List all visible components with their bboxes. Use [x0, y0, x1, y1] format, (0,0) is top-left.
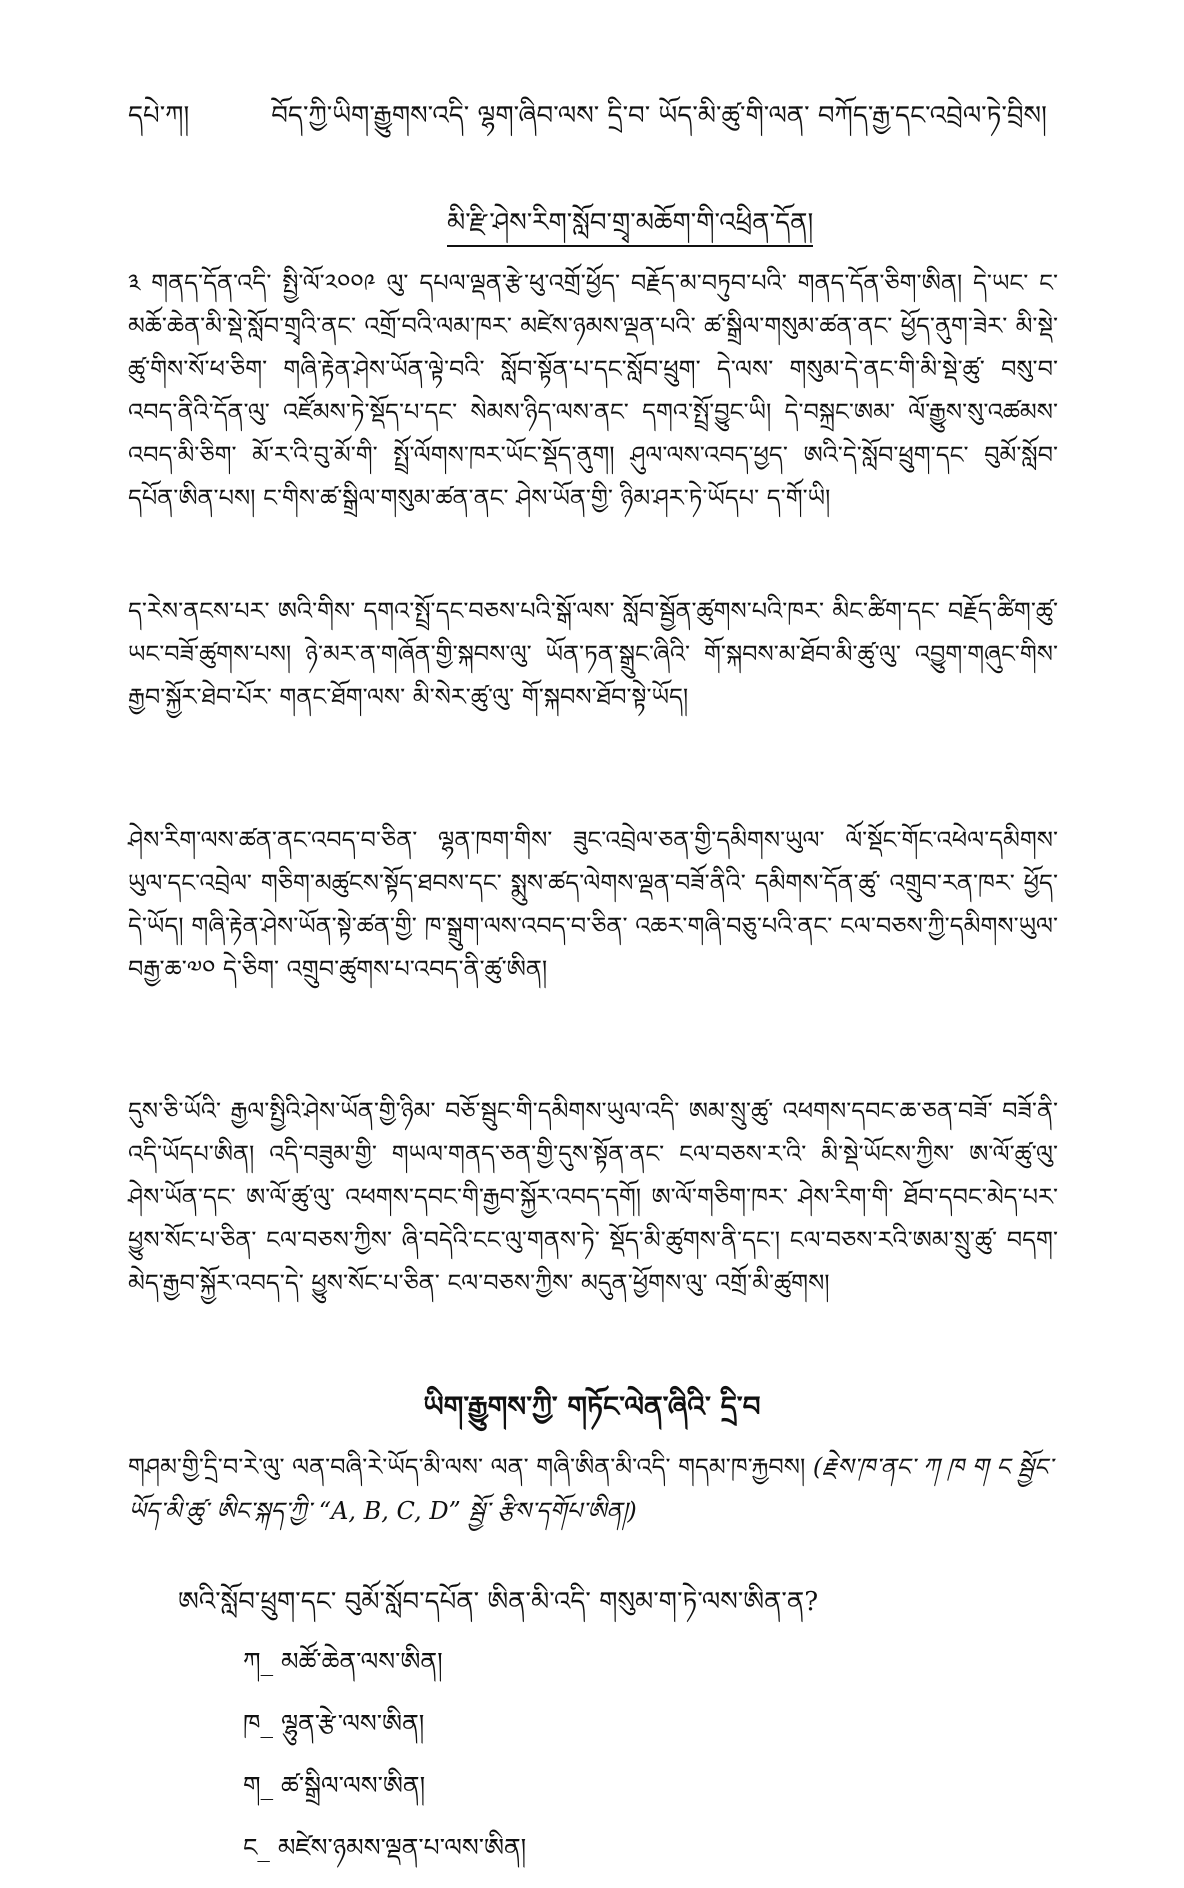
- exercise-header: [128, 96, 1068, 136]
- question-text: ཨའི་སློབ་ཕྲུག་དང་ བུམོ་སློབ་དཔོན་ ཨིན་མི་འདི་ གསུམ་ག་ཏེ་ལས་ཨིན་ན?: [178, 1587, 819, 1617]
- article-paragraph-3: ཤེས་རིག་ལས་ཚན་ནང་འབད་བ་ཅིན་ ལྷན་ཁག་གིས་ ཟུང་འབྲེལ་ཅན་གྱི་དམིགས་ཡུལ་ ལོ་སྡོང་གོང་འཕེལ་དམིགས་ཡུལ་དང་འབྲེལ་ གཅིག་མཚུངས་སྟོད་ཐབས་དང་ སྨུས་ཚད་ལེགས་ལྡན་བཟོ་ནིའི་ དམིགས་དོན་ཚུ་ འགྲུབ་རན་ཁར་ ཕྱོད་དེ་ཡོད། གཞི་རྟེན་ཤེས་ཡོན་སྟེ་ཚན་གྱི་ ཁ་སྒྲུག་ལས་འབད་བ་ཅིན་ འཆར་གཞི་བཅུ་པའི་ནང་ ངལ་བཅས་ཀྱི་དམིགས་ཡུལ་ བརྒྱ་ཆ་༧༠ དེ་ཅིག་ འགྲུབ་ཚུགས་པ་འབད་ནི་ཚུ་ཨིན།: [128, 826, 1058, 983]
- answer-option-a[interactable]: ཀ_ མཚོ་ཆེན་ལས་ཨིན།: [243, 1647, 443, 1676]
- answer-option-c[interactable]: ག_ ཚ་སྒྲིལ་ལས་ཨིན།: [243, 1771, 426, 1800]
- answer-options: [243, 1640, 526, 1888]
- exercise-section-title: ཡིག་རྒྱུགས་ཀྱི་ གཏོང་ལེན་ཞིའི་ དྲི་བ: [423, 1390, 761, 1423]
- instruction-text: གཤམ་གྱི་དྲི་བ་རེ་ལུ་ ལན་བཞི་རེ་ཡོད་མི་ལས་ ལན་ གཞི་ཨིན་མི་འདི་ གདམ་ཁ་རྐྱབས།: [128, 1453, 813, 1481]
- article-paragraph-1: ༣ གནད་དོན་འདི་ སྤྱི་ལོ་༢༠༠༩ ལུ་ དཔལ་ལྡན་རྩེ་ཕུ་འགྲོ་ཕྱོད་ བརྗོད་མ་བཏུབ་པའི་ གནད་དོན་ཅིག་ཨིན། དེ་ཡང་ ང་མཆོ་ཆེན་མི་སྡེ་སློབ་གྲྭའི་ནང་ འགྲོ་བའི་ལམ་ཁར་ མཛེས་ཉམས་ལྡན་པའི་ ཚ་སྒྲིལ་གསུམ་ཚན་ནང་ ཕྱོད་ནུག་ཟེར་ མི་སྡེ་ཚུ་གིས་སོ་ཕ་ཅིག་ གཞི་རྟེན་ཤེས་ཡོན་ལྟེ་བའི་ སློབ་སྟོན་པ་དང་སློབ་ཕྲུག་ དེ་ལས་ གསུམ་དེ་ནང་གི་མི་སྡེ་ཚུ་ བསུ་བ་འབད་ནིའི་དོན་ལུ་ འཛོམས་ཏེ་སྡོད་པ་དང་ སེམས་ཉིད་ལས་ནང་ དགའ་སྤྲོ་བྱུང་ཡི། དེ་བསྐྲང་ཨམ་ ལོ་རྒྱུས་སུ་འཚམས་འབད་མི་ཅིག་ མོ་ར་འི་བུ་མོ་གི་ སྤྲོ་ལོགས་ཁར་ཡོང་སྡོད་ནུག། ཤུལ་ལས་འབད་ཕྱད་ ཨའི་དེ་སློབ་ཕྲུག་དང་ བུམོ་སློབ་དཔོན་ཨིན་པས། ང་གིས་ཚ་སྒྲིལ་གསུམ་ཚན་ནང་ ཤེས་ཡོན་གྱི་ ཉིམ་ཤར་ཏེ་ཡོདཔ་ ད་གོ་ཡི།: [128, 269, 1058, 512]
- exercise-instruction-heading: བོད་ཀྱི་ཡིག་རྒྱུགས་འདི་ ལྷག་ཞིབ་ལས་ དྲི་བ་ ཡོད་མི་ཚུ་གི་ལན་ བཀོད་རྒྱ་དང་འབྲེལ་ཏེ་བྲིས།: [271, 101, 1047, 131]
- article-paragraph-4: དུས་ཅི་ཡོའི་ རྒྱལ་སྤྱིའི་ཤེས་ཡོན་གྱི་ཉིམ་ བཅོ་སྦུང་གི་དམིགས་ཡུལ་འདི་ ཨམ་སྲུ་ཚུ་ འཕགས་དབང་ཆ་ཅན་བཟོ་ བཟོ་ནི་འདི་ཡོདཔ་ཨིན། འདི་བཟུམ་གྱི་ གཡལ་གནད་ཅན་གྱི་དུས་སྟོན་ནང་ ངལ་བཅས་ར་འི་ མི་སྡེ་ཡོངས་ཀྱིས་ ཨ་ལོ་ཚུ་ལུ་ ཤེས་ཡོན་དང་ ཨ་ལོ་ཚུ་ལུ་ འཕགས་དབང་གི་རྒྱབ་སྐྱོར་འབད་དགོ། ཨ་ལོ་གཅིག་ཁར་ ཤེས་རིག་གི་ ཐོབ་དབང་མེད་པར་ ཕྱུས་སོང་པ་ཅིན་ ངལ་བཅས་ཀྱིས་ ཞི་བདེའི་ངང་ལུ་གནས་ཏེ་ སྡོད་མི་ཚུགས་ནི་དང་། ངལ་བཅས་རའི་ཨམ་སྲུ་ཚུ་ བདག་མེད་རྒྱབ་སྐྱོར་འབད་དེ་ ཕྱུས་སོང་པ་ཅིན་ ངལ་བཅས་ཀྱིས་ མདུན་ཕྱོགས་ལུ་ འགྲོ་མི་ཚུགས།: [128, 1097, 1058, 1297]
- exercise-instruction: [128, 1445, 1058, 1533]
- exercise-number: དཔེ་ཀ།: [128, 101, 190, 131]
- answer-option-b[interactable]: ཁ_ ལྷུན་རྩེ་ལས་ཨིན།: [243, 1709, 425, 1738]
- answer-option-d[interactable]: ང_ མཛེས་ཉམས་ལྡན་པ་ལས་ཨིན།: [243, 1833, 527, 1862]
- instruction-note-pre: (རྗེས་ཁ་ནང་ ཀ ཁ ག ང སྦྱོང་ཡོད་མི་ཚུ་ ཨིང་སྐད་ཀྱི་: [128, 1453, 1053, 1525]
- instruction-note-post: སྦྱོ་ རྩིས་དགོཔ་ཨིན།): [460, 1497, 637, 1525]
- article-paragraph-2: ད་རེས་ནངས་པར་ ཨའི་གིས་ དགའ་སྤྲོ་དང་བཅས་པའི་སྒོ་ལས་ སློབ་སྦྱོན་ཚུགས་པའི་ཁར་ མིང་ཚིག་དང་ བརྗོད་ཚིག་ཚུ་ཡང་བཟོ་ཚུགས་པས། ཉེ་མར་ན་གཞོན་གྱི་སྐབས་ལུ་ ཡོན་ཏན་སྒྲུང་ཞིའི་ གོ་སྐབས་མ་ཐོབ་མི་ཚུ་ལུ་ འབྱུག་གཞུང་གིས་ རྒྱབ་སྐྱོར་ཐེབ་པོར་ གནང་ཐོག་ལས་ མི་སེར་ཚུ་ལུ་ གོ་སྐབས་ཐོབ་སྟེ་ཡོད།: [128, 597, 1058, 711]
- instruction-note-letters: “A, B, C, D”: [318, 1497, 461, 1525]
- article-title: མི་རྫི་ཤེས་རིག་སློབ་གྲྭ་མཆོག་གི་འཕྲིན་དོན།: [447, 203, 813, 247]
